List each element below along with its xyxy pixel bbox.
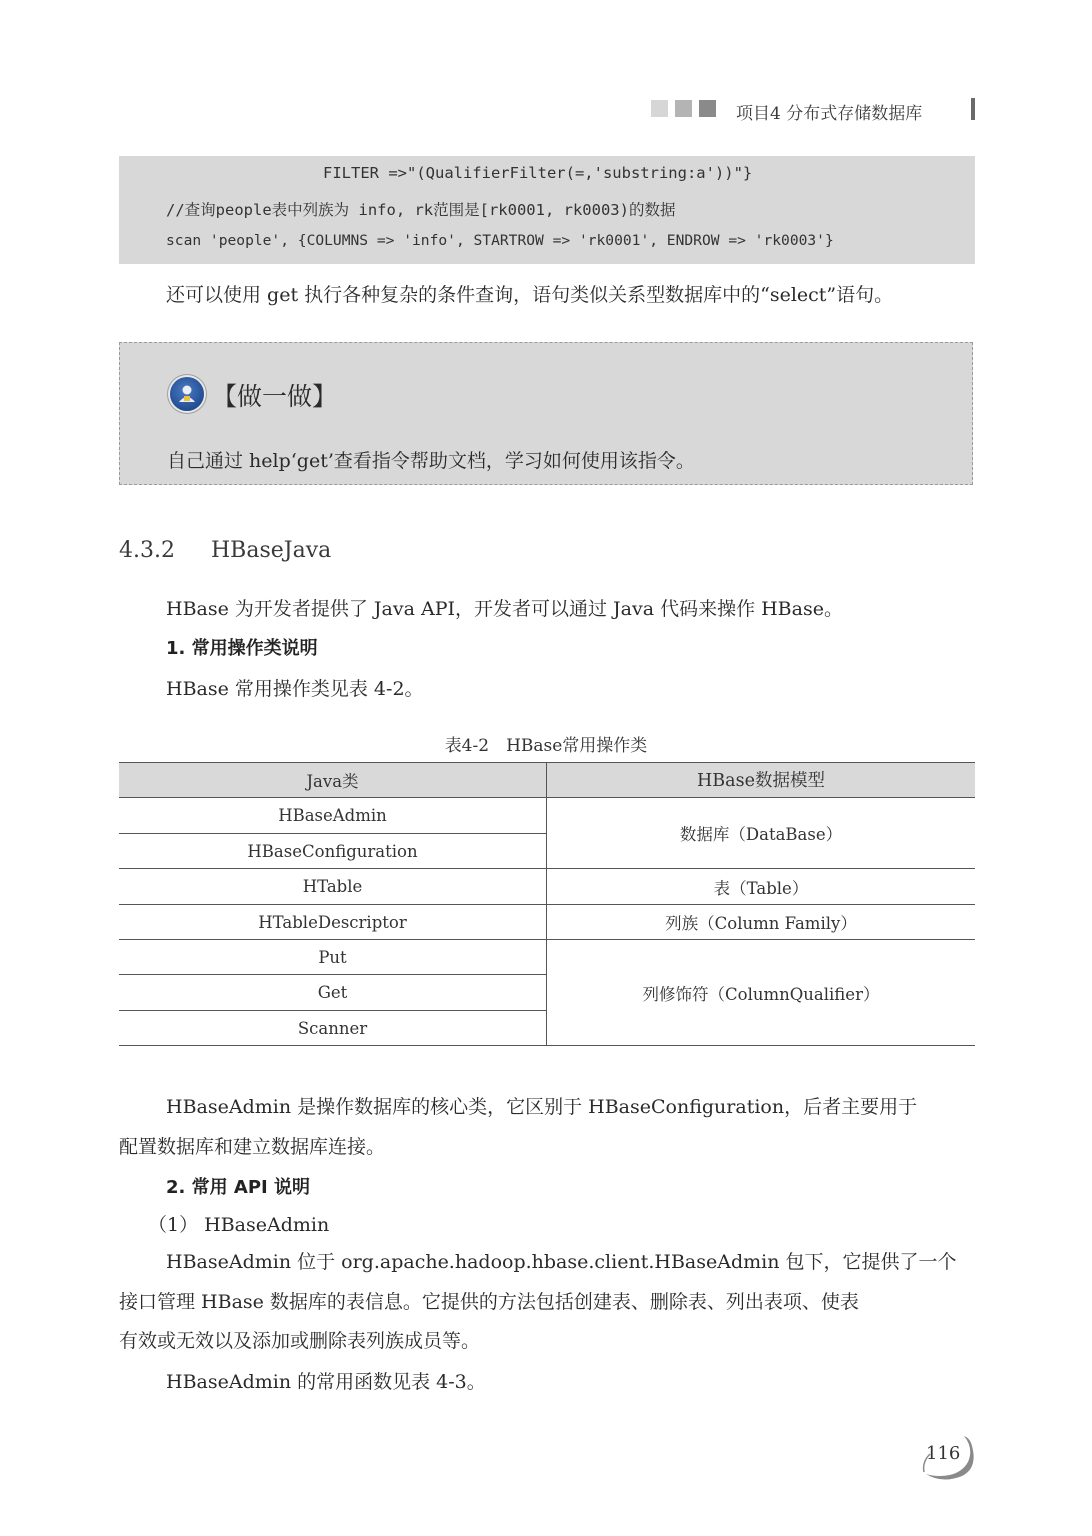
person-badge-icon — [170, 377, 204, 411]
running-header: 项目4 分布式存储数据库 — [736, 104, 923, 124]
paragraph-package-line-3: 有效或无效以及添加或删除表列族成员等。 — [119, 1330, 481, 1352]
table-cell-java: HTable — [302, 877, 363, 896]
page-number: 116 — [926, 1443, 961, 1464]
table-cell-java: Scanner — [297, 1018, 368, 1038]
table-cell-java: Get — [317, 983, 348, 1002]
paragraph-package-line-1: HBaseAdmin 位于 org.apache.hadoop.hbase.client.HBaseAdmin 包下，它提供了一个 — [166, 1251, 957, 1273]
paragraph-intro: HBase 为开发者提供了 Java API，开发者可以通过 Java 代码来操作 HBase。 — [166, 598, 843, 620]
header-square-2 — [675, 100, 692, 117]
subheading-hbaseadmin: （1） HBaseAdmin — [148, 1214, 330, 1236]
header-bar — [971, 98, 975, 120]
section-title: HBaseJava — [211, 538, 332, 563]
table-cell-model: 列族（Column Family） — [665, 914, 857, 933]
table-header-model: HBase数据模型 — [697, 771, 825, 791]
table-cell-model: 数据库（DataBase） — [679, 825, 843, 844]
table-cell-java: HBaseConfiguration — [247, 841, 418, 861]
heading-common-api: 2. 常用 API 说明 — [166, 1177, 310, 1198]
paragraph-get: 还可以使用 get 执行各种复杂的条件查询，语句类似关系型数据库中的“select”语句。 — [166, 284, 894, 306]
paragraph-admin-line-1: HBaseAdmin 是操作数据库的核心类，它区别于 HBaseConfiguration，后者主要用于 — [166, 1096, 918, 1118]
table-cell-java: HBaseAdmin — [278, 806, 387, 825]
heading-common-classes: 1. 常用操作类说明 — [166, 638, 318, 659]
paragraph-package-line-2: 接口管理 HBase 数据库的表信息。它提供的方法包括创建表、删除表、列出表项、使表 — [119, 1291, 859, 1313]
code-block — [119, 156, 975, 264]
table-cell-model: 表（Table） — [713, 878, 809, 898]
table-rule-bottom — [119, 1045, 975, 1046]
tip-title: 【做一做】 — [212, 382, 338, 411]
table-cell-model: 列修饰符（ColumnQualifier） — [642, 984, 880, 1004]
table-cell-java: Put — [318, 947, 347, 967]
paragraph-admin-line-2: 配置数据库和建立数据库连接。 — [119, 1136, 386, 1158]
paragraph-table-ref: HBase 常用操作类见表 4-2。 — [166, 678, 424, 700]
code-line-3: scan 'people', {COLUMNS => 'info', STARTROW => 'rk0001', ENDROW => 'rk0003'} — [166, 232, 834, 249]
table-cell-java: HTableDescriptor — [258, 912, 407, 932]
header-square-1 — [651, 100, 668, 117]
paragraph-functions-ref: HBaseAdmin 的常用函数见表 4-3。 — [166, 1371, 486, 1393]
table-caption: 表4-2 HBase常用操作类 — [444, 736, 648, 756]
tip-box — [119, 342, 973, 485]
header-square-3 — [699, 100, 716, 117]
table-header-java: Java类 — [306, 771, 359, 791]
code-line-2: //查询people表中列族为 info, rk范围是[rk0001, rk0003)的数据 — [166, 201, 676, 219]
section-number: 4.3.2 — [119, 538, 175, 563]
code-line-1: FILTER =>"(QualifierFilter(=,'substring:a'))"} — [323, 164, 753, 182]
tip-body: 自己通过 help‘get’查看指令帮助文档，学习如何使用该指令。 — [167, 450, 695, 472]
